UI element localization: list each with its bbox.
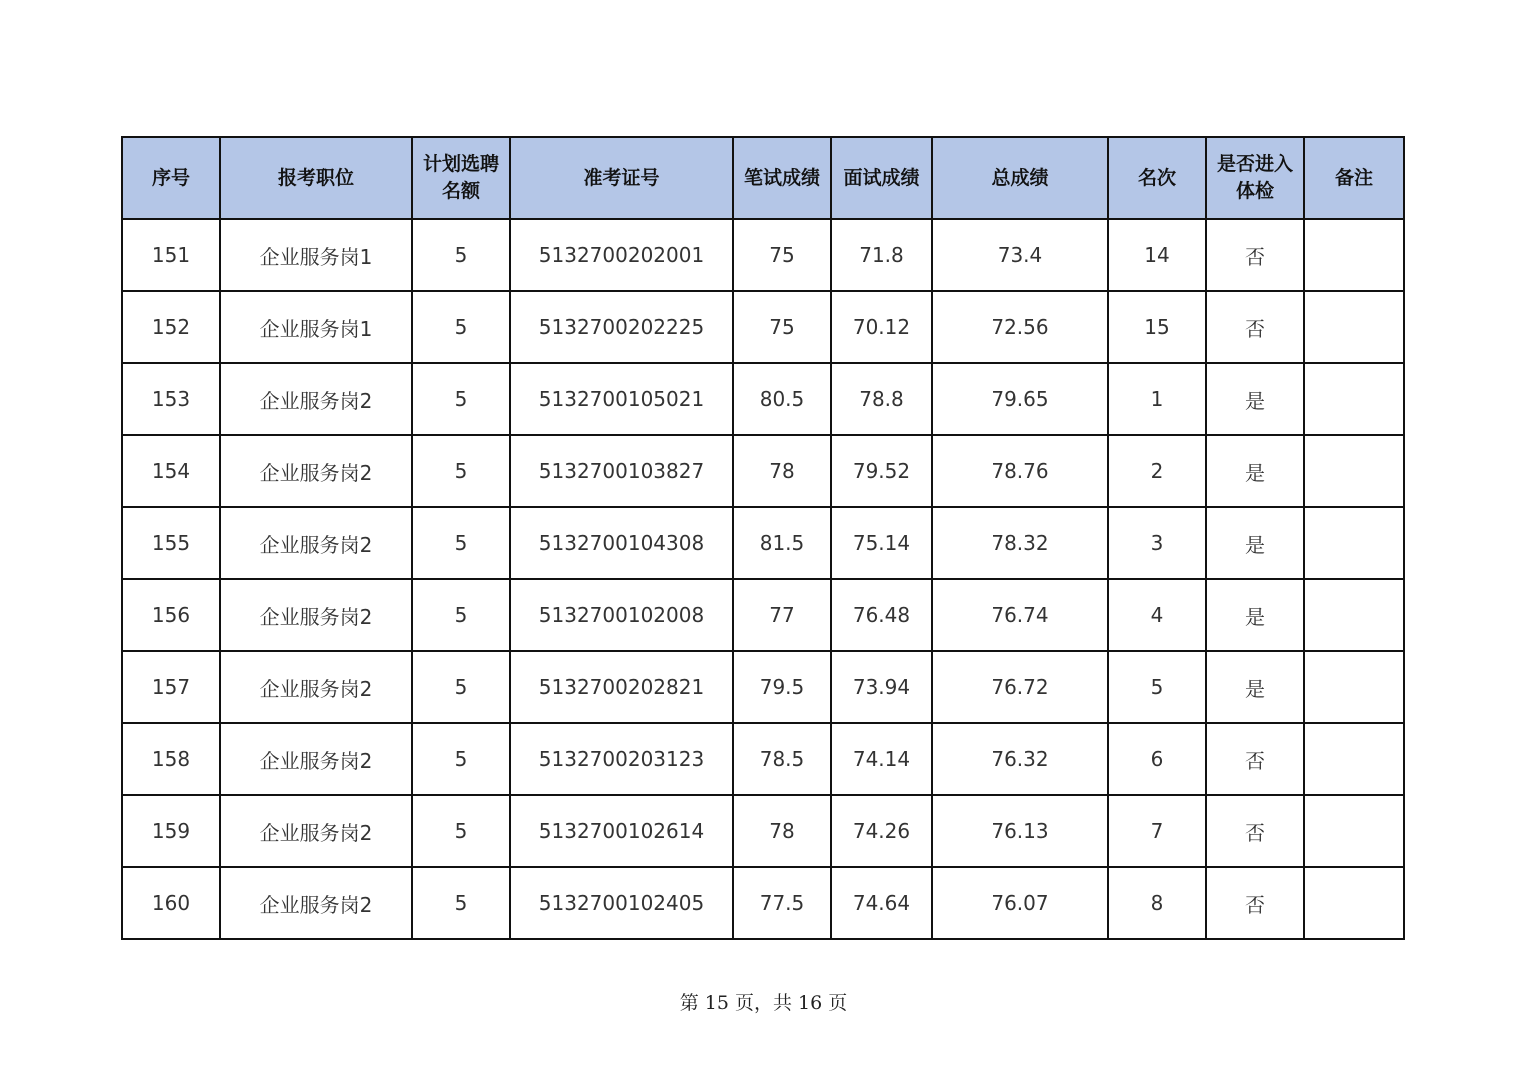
cell-rank: 15 (1108, 291, 1206, 363)
cell-interview-score: 74.26 (831, 795, 932, 867)
cell-written-score: 78 (733, 795, 831, 867)
cell-ticket-number: 5132700102405 (510, 867, 733, 939)
cell-interview-score: 79.52 (831, 435, 932, 507)
cell-ticket-number: 5132700102008 (510, 579, 733, 651)
cell-remarks (1304, 795, 1404, 867)
cell-total-score: 78.32 (932, 507, 1108, 579)
cell-rank: 14 (1108, 219, 1206, 291)
table-row (122, 651, 1404, 723)
results-table (121, 136, 1405, 940)
cell-interview-score: 76.48 (831, 579, 932, 651)
cell-rank: 5 (1108, 651, 1206, 723)
cell-position: 企业服务岗2 (220, 795, 412, 867)
cell-seq: 155 (122, 507, 220, 579)
header-interview-score: 面试成绩 (831, 137, 932, 219)
cell-total-score: 76.07 (932, 867, 1108, 939)
cell-position: 企业服务岗2 (220, 435, 412, 507)
header-rank: 名次 (1108, 137, 1206, 219)
cell-total-score: 76.74 (932, 579, 1108, 651)
cell-seq: 152 (122, 291, 220, 363)
cell-remarks (1304, 363, 1404, 435)
cell-seq: 153 (122, 363, 220, 435)
cell-ticket-number: 5132700202821 (510, 651, 733, 723)
cell-total-score: 79.65 (932, 363, 1108, 435)
header-ticket-number: 准考证号 (510, 137, 733, 219)
cell-seq: 158 (122, 723, 220, 795)
cell-quota: 5 (412, 219, 510, 291)
cell-quota: 5 (412, 795, 510, 867)
table-row (122, 507, 1404, 579)
cell-written-score: 77.5 (733, 867, 831, 939)
cell-rank: 4 (1108, 579, 1206, 651)
cell-position: 企业服务岗1 (220, 291, 412, 363)
cell-written-score: 77 (733, 579, 831, 651)
cell-written-score: 80.5 (733, 363, 831, 435)
cell-quota: 5 (412, 435, 510, 507)
cell-seq: 154 (122, 435, 220, 507)
cell-written-score: 75 (733, 219, 831, 291)
cell-total-score: 72.56 (932, 291, 1108, 363)
cell-total-score: 78.76 (932, 435, 1108, 507)
table-row (122, 723, 1404, 795)
cell-interview-score: 70.12 (831, 291, 932, 363)
cell-written-score: 75 (733, 291, 831, 363)
cell-position: 企业服务岗2 (220, 579, 412, 651)
cell-remarks (1304, 579, 1404, 651)
cell-rank: 2 (1108, 435, 1206, 507)
cell-quota: 5 (412, 363, 510, 435)
table-header-row (122, 137, 1404, 219)
cell-remarks (1304, 507, 1404, 579)
cell-written-score: 79.5 (733, 651, 831, 723)
header-medical-check: 是否进入 体检 (1206, 137, 1304, 219)
cell-position: 企业服务岗2 (220, 363, 412, 435)
cell-quota: 5 (412, 867, 510, 939)
cell-medical-check: 是 (1206, 579, 1304, 651)
cell-seq: 160 (122, 867, 220, 939)
table-row (122, 795, 1404, 867)
cell-total-score: 73.4 (932, 219, 1108, 291)
cell-medical-check: 否 (1206, 291, 1304, 363)
cell-seq: 151 (122, 219, 220, 291)
cell-seq: 157 (122, 651, 220, 723)
cell-ticket-number: 5132700104308 (510, 507, 733, 579)
cell-medical-check: 是 (1206, 507, 1304, 579)
table-row (122, 219, 1404, 291)
cell-quota: 5 (412, 507, 510, 579)
header-remarks: 备注 (1304, 137, 1404, 219)
cell-interview-score: 73.94 (831, 651, 932, 723)
cell-rank: 7 (1108, 795, 1206, 867)
cell-position: 企业服务岗1 (220, 219, 412, 291)
cell-quota: 5 (412, 291, 510, 363)
table-row (122, 579, 1404, 651)
cell-remarks (1304, 435, 1404, 507)
cell-medical-check: 是 (1206, 435, 1304, 507)
cell-medical-check: 否 (1206, 723, 1304, 795)
header-seq: 序号 (122, 137, 220, 219)
cell-interview-score: 71.8 (831, 219, 932, 291)
cell-written-score: 81.5 (733, 507, 831, 579)
table-row (122, 435, 1404, 507)
header-quota: 计划选聘 名额 (412, 137, 510, 219)
cell-rank: 1 (1108, 363, 1206, 435)
cell-total-score: 76.13 (932, 795, 1108, 867)
cell-medical-check: 是 (1206, 363, 1304, 435)
cell-rank: 6 (1108, 723, 1206, 795)
cell-ticket-number: 5132700103827 (510, 435, 733, 507)
cell-seq: 159 (122, 795, 220, 867)
cell-position: 企业服务岗2 (220, 723, 412, 795)
cell-ticket-number: 5132700202001 (510, 219, 733, 291)
cell-position: 企业服务岗2 (220, 651, 412, 723)
cell-seq: 156 (122, 579, 220, 651)
table-row (122, 363, 1404, 435)
cell-written-score: 78.5 (733, 723, 831, 795)
cell-medical-check: 否 (1206, 795, 1304, 867)
table-row (122, 867, 1404, 939)
cell-interview-score: 78.8 (831, 363, 932, 435)
cell-ticket-number: 5132700203123 (510, 723, 733, 795)
cell-position: 企业服务岗2 (220, 507, 412, 579)
header-position: 报考职位 (220, 137, 412, 219)
cell-total-score: 76.32 (932, 723, 1108, 795)
cell-ticket-number: 5132700202225 (510, 291, 733, 363)
cell-remarks (1304, 723, 1404, 795)
cell-quota: 5 (412, 651, 510, 723)
cell-interview-score: 74.64 (831, 867, 932, 939)
cell-remarks (1304, 867, 1404, 939)
cell-ticket-number: 5132700102614 (510, 795, 733, 867)
cell-quota: 5 (412, 579, 510, 651)
header-total-score: 总成绩 (932, 137, 1108, 219)
cell-position: 企业服务岗2 (220, 867, 412, 939)
cell-ticket-number: 5132700105021 (510, 363, 733, 435)
cell-interview-score: 75.14 (831, 507, 932, 579)
header-written-score: 笔试成绩 (733, 137, 831, 219)
cell-interview-score: 74.14 (831, 723, 932, 795)
cell-rank: 8 (1108, 867, 1206, 939)
cell-written-score: 78 (733, 435, 831, 507)
cell-medical-check: 是 (1206, 651, 1304, 723)
cell-medical-check: 否 (1206, 867, 1304, 939)
cell-medical-check: 否 (1206, 219, 1304, 291)
cell-remarks (1304, 651, 1404, 723)
cell-quota: 5 (412, 723, 510, 795)
page-footer: 第 15 页，共 16 页 (679, 992, 848, 1014)
cell-remarks (1304, 219, 1404, 291)
cell-remarks (1304, 291, 1404, 363)
table-row (122, 291, 1404, 363)
cell-rank: 3 (1108, 507, 1206, 579)
cell-total-score: 76.72 (932, 651, 1108, 723)
